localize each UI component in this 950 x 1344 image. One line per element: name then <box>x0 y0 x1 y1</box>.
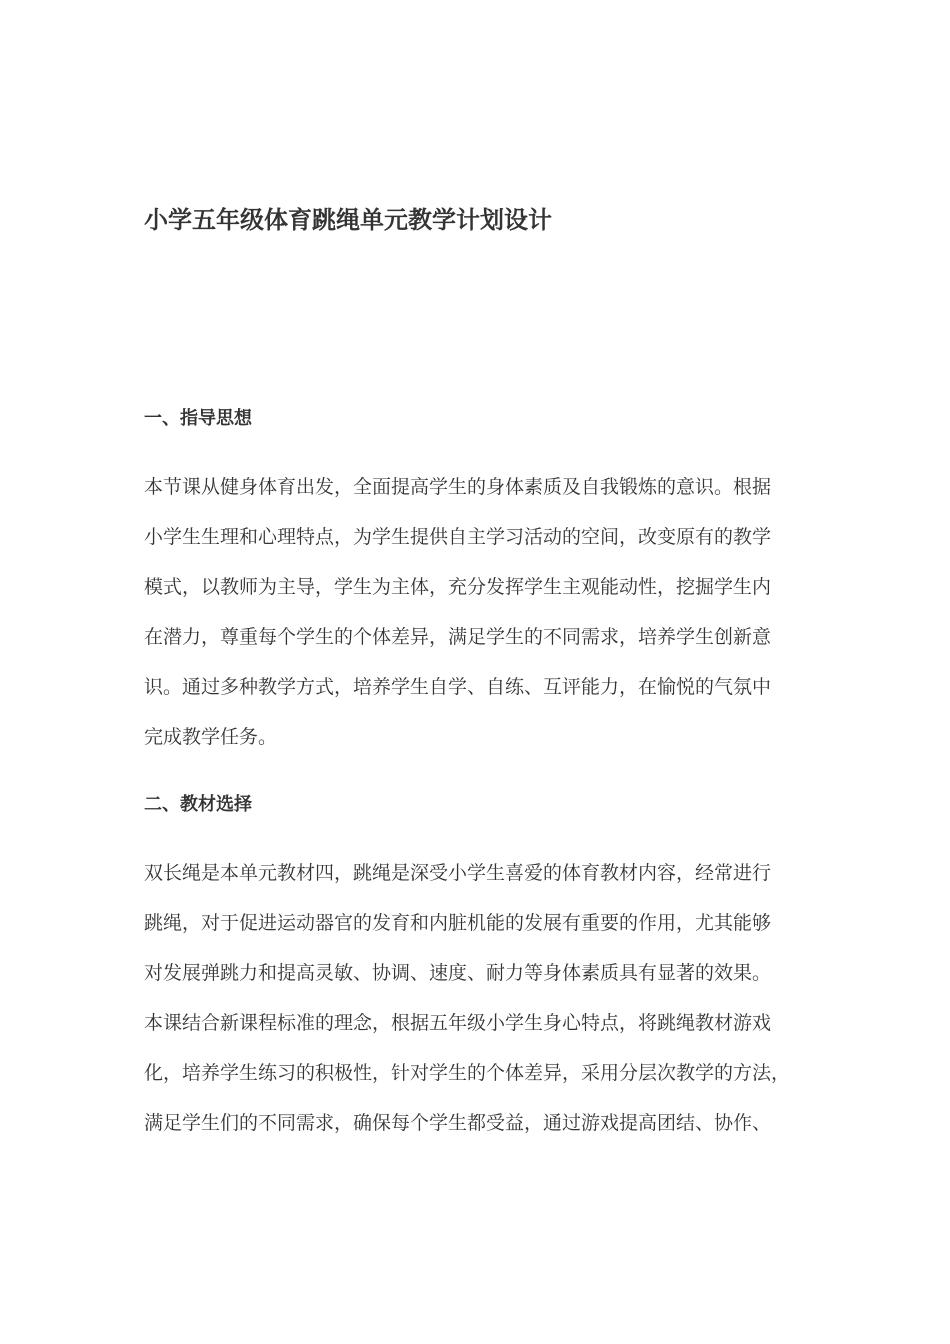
paragraph-line: 模式，以教师为主导，学生为主体，充分发挥学生主观能动性，挖掘学生内 <box>144 576 772 598</box>
section-body-guiding-ideology <box>144 462 824 762</box>
section-heading-material-selection: 二、教材选择 <box>144 794 252 815</box>
paragraph-line: 对发展弹跳力和提高灵敏、协调、速度、耐力等身体素质具有显著的效果。 <box>144 962 772 984</box>
section-heading-guiding-ideology: 一、指导思想 <box>144 408 252 429</box>
section-body-material-selection <box>144 848 824 1148</box>
paragraph-line: 识。通过多种教学方式，培养学生自学、自练、互评能力，在愉悦的气氛中 <box>144 676 772 698</box>
paragraph-line: 化，培养学生练习的积极性，针对学生的个体差异，采用分层次教学的方法， <box>144 1062 791 1084</box>
paragraph-line: 本课结合新课程标准的理念，根据五年级小学生身心特点，将跳绳教材游戏 <box>144 1012 772 1034</box>
paragraph-line: 在潜力，尊重每个学生的个体差异，满足学生的不同需求，培养学生创新意 <box>144 626 772 648</box>
paragraph-line: 跳绳，对于促进运动器官的发育和内脏机能的发展有重要的作用，尤其能够 <box>144 912 772 934</box>
paragraph-line: 小学生生理和心理特点，为学生提供自主学习活动的空间，改变原有的教学 <box>144 526 772 548</box>
paragraph-line: 完成教学任务。 <box>144 726 278 748</box>
document-title: 小学五年级体育跳绳单元教学计划设计 <box>144 206 552 234</box>
paragraph-line: 本节课从健身体育出发，全面提高学生的身体素质及自我锻炼的意识。根据 <box>144 476 772 498</box>
paragraph-line: 满足学生们的不同需求，确保每个学生都受益，通过游戏提高团结、协作、 <box>144 1112 772 1134</box>
paragraph-line: 双长绳是本单元教材四，跳绳是深受小学生喜爱的体育教材内容，经常进行 <box>144 862 772 884</box>
